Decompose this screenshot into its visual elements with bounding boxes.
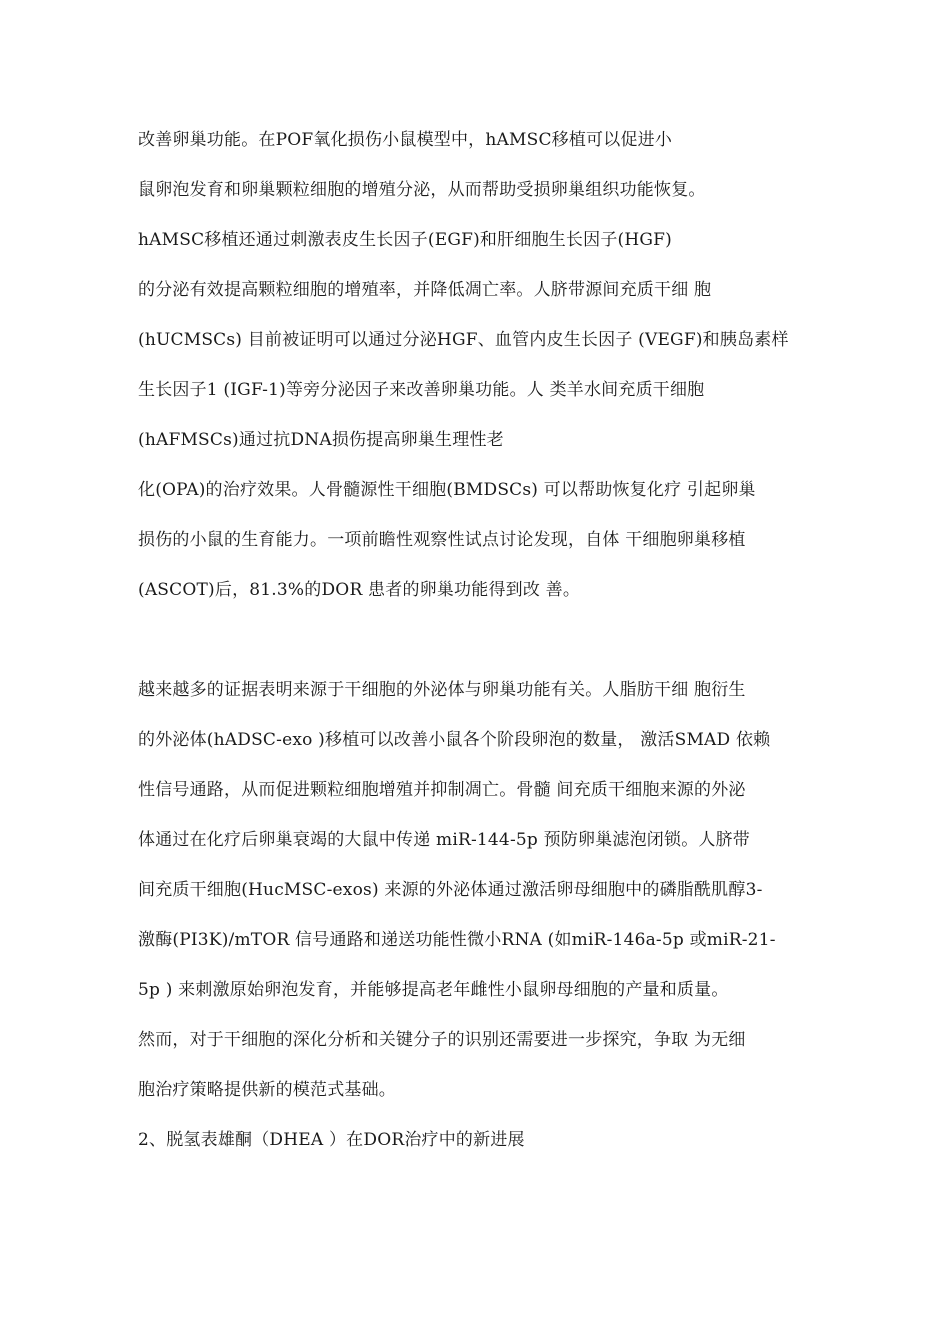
text-line: 的分泌有效提高颗粒细胞的增殖率，并降低凋亡率。人脐带源间充质干细 胞: [138, 280, 712, 300]
text-line: 体通过在化疗后卵巢衰竭的大鼠中传递 miR-144-5p 预防卵巢滤泡闭锁。人脐带: [138, 830, 750, 850]
text-line: 越来越多的证据表明来源于干细胞的外泌体与卵巢功能有关。人脂肪干细 胞衍生: [138, 680, 746, 700]
text-line: (hAFMSCs)通过抗DNA损伤提高卵巢生理性老: [138, 430, 504, 450]
text-line: 生长因子1 (IGF-1)等旁分泌因子来改善卵巢功能。人 类羊水间充质干细胞: [138, 380, 705, 400]
text-line: 间充质干细胞(HucMSC-exos) 来源的外泌体通过激活卵母细胞中的磷脂酰肌醇3-: [138, 880, 763, 900]
text-line: hAMSC移植还通过刺激表皮生长因子(EGF)和肝细胞生长因子(HGF): [138, 230, 672, 250]
text-line: 胞治疗策略提供新的模范式基础。: [138, 1080, 396, 1100]
text-line: 损伤的小鼠的生育能力。一项前瞻性观察性试点讨论发现，自体 干细胞卵巢移植: [138, 530, 746, 550]
text-line: 的外泌体(hADSC-exo )移植可以改善小鼠各个阶段卵泡的数量， 激活SMAD 依赖: [138, 730, 771, 750]
text-line: 激酶(PI3K)/mTOR 信号通路和递送功能性微小RNA (如miR-146a-5p 或miR-21-: [138, 930, 776, 950]
text-line: 化(OPA)的治疗效果。人骨髓源性干细胞(BMDSCs) 可以帮助恢复化疗 引起卵巢: [138, 480, 756, 500]
section-heading: 2、脱氢表雄酮（DHEA ）在DOR治疗中的新进展: [138, 1130, 525, 1150]
text-line: 性信号通路，从而促进颗粒细胞增殖并抑制凋亡。骨髓 间充质干细胞来源的外泌: [138, 780, 746, 800]
text-line: 然而，对于干细胞的深化分析和关键分子的识别还需要进一步探究，争取 为无细: [138, 1030, 746, 1050]
text-line: 鼠卵泡发育和卵巢颗粒细胞的增殖分泌，从而帮助受损卵巢组织功能恢复。: [138, 180, 706, 200]
text-line: (hUCMSCs) 目前被证明可以通过分泌HGF、血管内皮生长因子 (VEGF)和胰岛素样: [138, 330, 789, 350]
text-line: 改善卵巢功能。在POF氧化损伤小鼠模型中，hAMSC移植可以促进小: [138, 130, 673, 150]
text-line: (ASCOT)后，81.3%的DOR 患者的卵巢功能得到改 善。: [138, 580, 581, 600]
text-line: 5p ) 来刺激原始卵泡发育，并能够提高老年雌性小鼠卵母细胞的产量和质量。: [138, 980, 729, 1000]
